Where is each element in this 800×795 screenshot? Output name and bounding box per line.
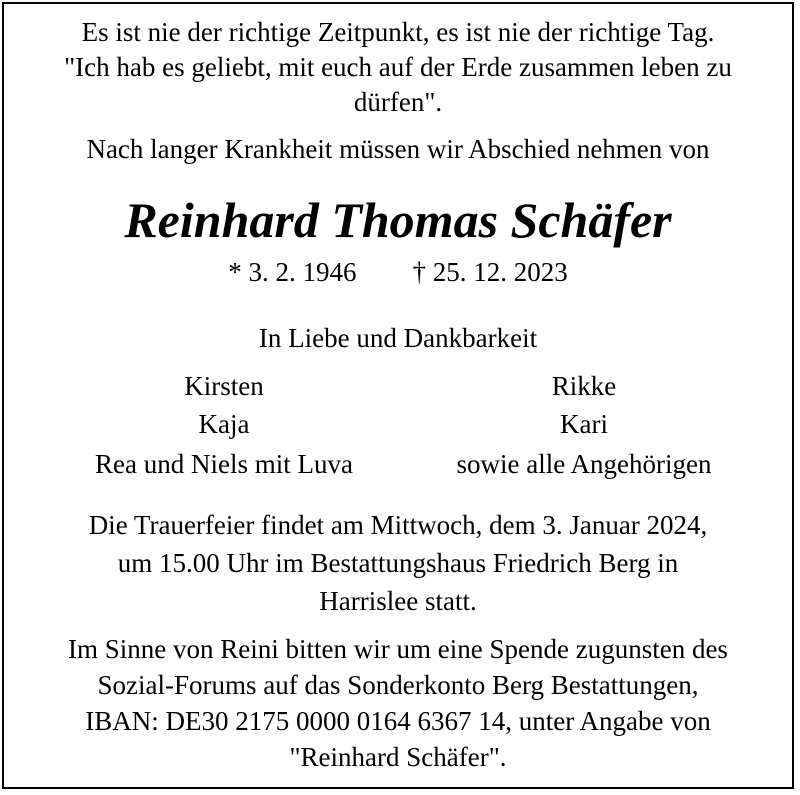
- mourner-name: Kaja: [198, 409, 250, 439]
- life-dates: [4, 256, 792, 288]
- mourner-name: Kari: [560, 409, 608, 439]
- funeral-line: Die Trauerfeier findet am Mittwoch, dem 3. Januar 2024,: [88, 510, 708, 540]
- funeral-line: Harrislee statt.: [319, 586, 477, 616]
- donation-line: Sozial-Forums auf das Sonderkonto Berg Bestattungen,: [97, 670, 699, 700]
- mourner-name: sowie alle Angehörigen: [456, 449, 712, 479]
- mourner-name: Rea und Niels mit Luva: [95, 449, 353, 479]
- mourner-name: Rikke: [551, 371, 617, 401]
- donation-line: IBAN: DE30 2175 0000 0164 6367 14, unter Angabe von: [85, 706, 711, 736]
- mourner-name: Kirsten: [184, 371, 264, 401]
- quote-line: Es ist nie der richtige Zeitpunkt, es ist nie der richtige Tag.: [81, 17, 715, 47]
- intro-text: Nach langer Krankheit müssen wir Abschied nehmen von: [86, 134, 710, 164]
- death-date: † 25. 12. 2023: [412, 257, 568, 287]
- obituary-notice: [2, 2, 794, 789]
- dedication-text: In Liebe und Dankbarkeit: [258, 323, 538, 353]
- donation-line: Im Sinne von Reini bitten wir um eine Spende zugunsten des: [68, 634, 728, 664]
- birth-date: * 3. 2. 1946: [228, 257, 357, 287]
- donation-line: "Reinhard Schäfer".: [289, 742, 507, 772]
- funeral-line: um 15.00 Uhr im Bestattungshaus Friedrich Berg in: [117, 548, 679, 578]
- quote-line: dürfen".: [353, 87, 443, 117]
- deceased-name: Reinhard Thomas Schäfer: [124, 192, 672, 248]
- quote-line: "Ich hab es geliebt, mit euch auf der Erde zusammen leben zu: [64, 52, 732, 82]
